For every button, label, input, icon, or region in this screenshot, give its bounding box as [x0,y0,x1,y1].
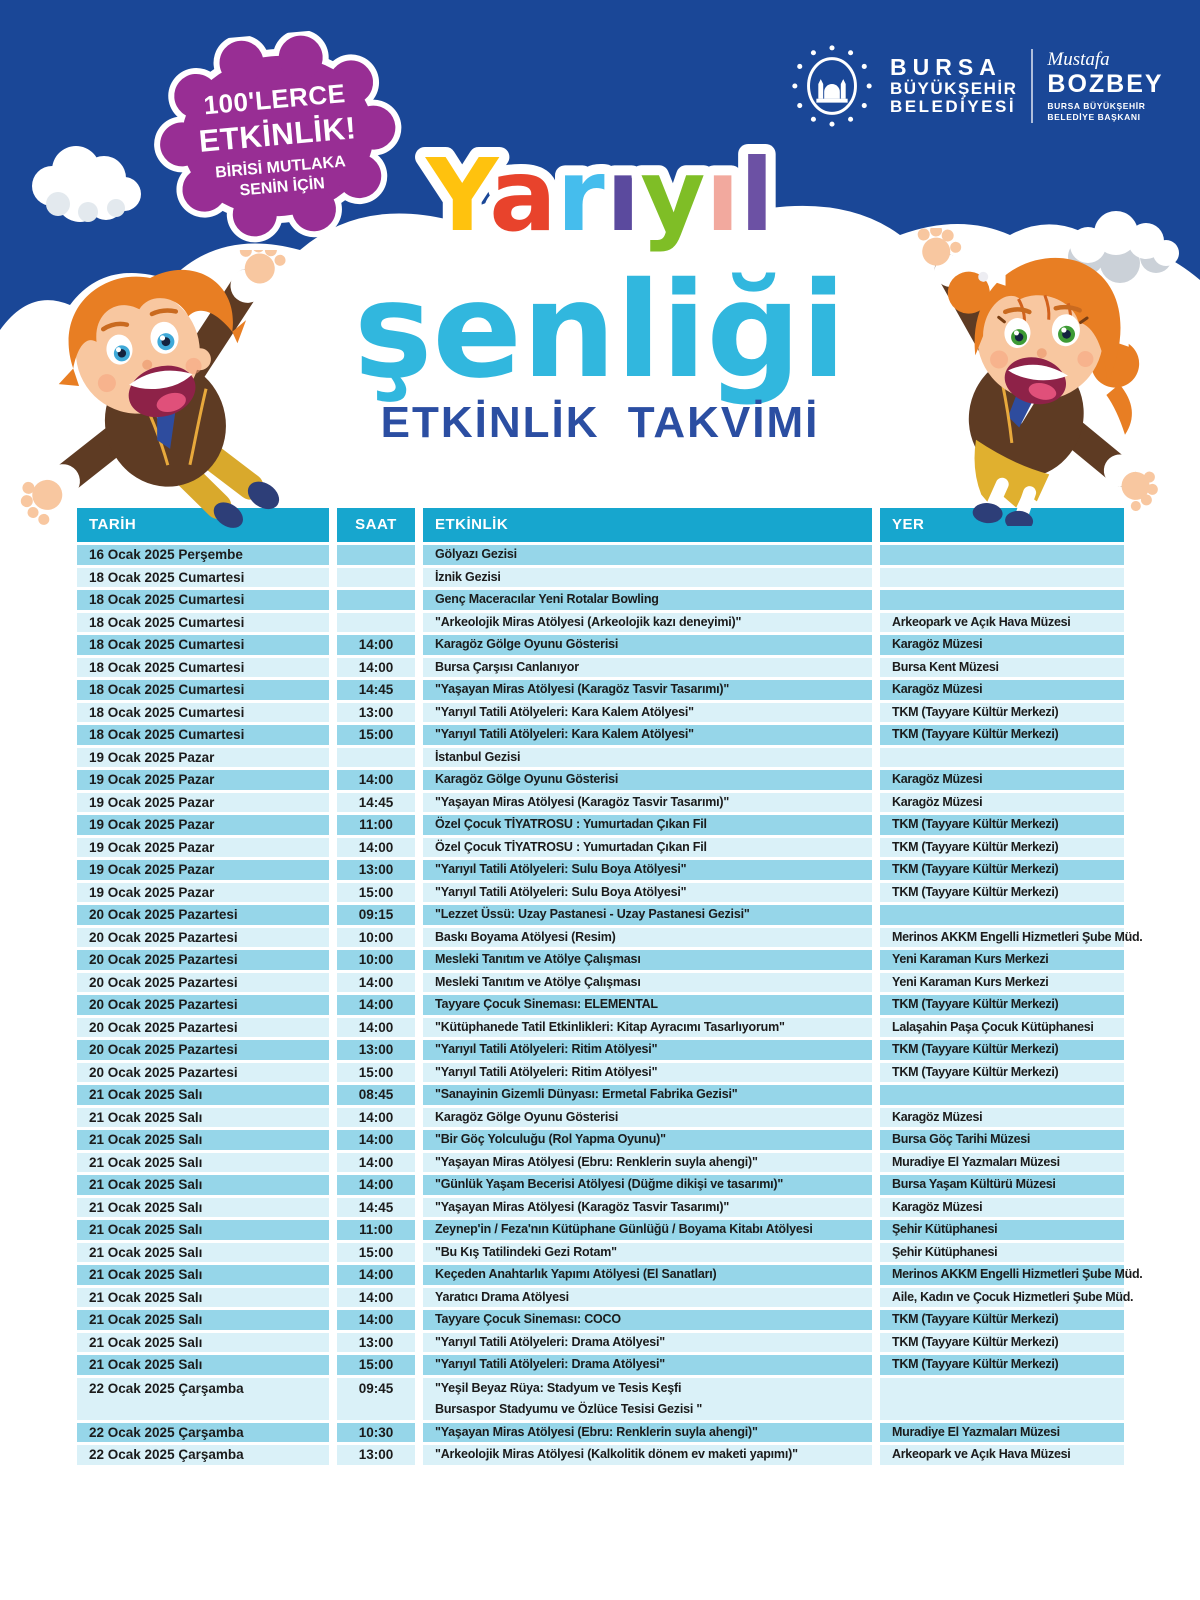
time-cell: 15:00 [337,1063,415,1083]
mayor-last-name: BOZBEY [1047,69,1164,98]
table-row [77,568,1124,588]
time-cell: 13:00 [337,860,415,880]
time-cell: 10:00 [337,928,415,948]
activity-cell: "Yarıyıl Tatili Atölyeleri: Kara Kalem Atölyesi" [423,725,872,745]
date-cell: 21 Ocak 2025 Salı [77,1085,329,1105]
table-row [77,1333,1124,1353]
time-cell: 15:00 [337,725,415,745]
table-row [77,1153,1124,1173]
date-cell: 20 Ocak 2025 Pazartesi [77,973,329,993]
place-cell: TKM (Tayyare Kültür Merkezi) [880,703,1124,723]
date-cell: 16 Ocak 2025 Perşembe [77,545,329,565]
place-cell [880,905,1124,925]
date-cell: 20 Ocak 2025 Pazartesi [77,905,329,925]
time-cell: 14:00 [337,838,415,858]
date-cell: 19 Ocak 2025 Pazar [77,770,329,790]
date-cell: 21 Ocak 2025 Salı [77,1220,329,1240]
time-cell [337,568,415,588]
date-cell: 19 Ocak 2025 Pazar [77,793,329,813]
date-cell: 21 Ocak 2025 Salı [77,1175,329,1195]
place-cell: TKM (Tayyare Kültür Merkezi) [880,725,1124,745]
table-row [77,883,1124,903]
badge-line-2: ETKİNLİK! [197,109,358,159]
events-table [77,508,1143,1465]
time-cell: 14:00 [337,1130,415,1150]
time-cell: 15:00 [337,1355,415,1375]
time-cell: 10:30 [337,1423,415,1443]
table-row [77,815,1124,835]
time-cell: 09:15 [337,905,415,925]
place-cell: TKM (Tayyare Kültür Merkezi) [880,1040,1124,1060]
activity-cell: Genç Maceracılar Yeni Rotalar Bowling [423,590,872,610]
municipality-name-line2: BÜYÜKŞEHİR [890,79,1018,99]
activity-cell: "Yaşayan Miras Atölyesi (Karagöz Tasvir Tasarımı)" [423,680,872,700]
logo-divider [1031,49,1033,123]
mayor-title-line2: BELEDİYE BAŞKANI [1047,111,1141,122]
time-cell [337,748,415,768]
place-cell: Karagöz Müzesi [880,1198,1124,1218]
activity-cell: Tayyare Çocuk Sineması: COCO [423,1310,872,1330]
date-cell: 18 Ocak 2025 Cumartesi [77,635,329,655]
activity-cell: "Bu Kış Tatilindeki Gezi Rotam" [423,1243,872,1263]
date-cell: 21 Ocak 2025 Salı [77,1130,329,1150]
mayor-first-name: Mustafa [1047,48,1110,70]
cloud-left-icon [18,138,153,233]
mayor-title-line1: BURSA BÜYÜKŞEHİR [1047,100,1146,111]
date-cell: 21 Ocak 2025 Salı [77,1310,329,1330]
activity-cell: "Günlük Yaşam Becerisi Atölyesi (Düğme dikişi ve tasarımı)" [423,1175,872,1195]
municipality-name-line1: BURSA [890,54,1002,81]
table-row [77,1085,1124,1105]
date-cell: 18 Ocak 2025 Cumartesi [77,680,329,700]
table-row [77,1198,1124,1218]
place-cell: TKM (Tayyare Kültür Merkezi) [880,815,1124,835]
date-cell: 18 Ocak 2025 Cumartesi [77,613,329,633]
activity-cell: Tayyare Çocuk Sineması: ELEMENTAL [423,995,872,1015]
time-cell: 14:00 [337,658,415,678]
activity-cell: İznik Gezisi [423,568,872,588]
place-cell: Karagöz Müzesi [880,1108,1124,1128]
activity-cell: Karagöz Gölge Oyunu Gösterisi [423,770,872,790]
table-row [77,703,1124,723]
date-cell: 21 Ocak 2025 Salı [77,1333,329,1353]
title-word2: şenliği [353,254,847,408]
table-row [77,950,1124,970]
place-cell: Aile, Kadın ve Çocuk Hizmetleri Şube Müd. [880,1288,1124,1308]
place-cell: TKM (Tayyare Kültür Merkezi) [880,1333,1124,1353]
time-cell: 11:00 [337,815,415,835]
time-cell: 15:00 [337,883,415,903]
date-cell: 21 Ocak 2025 Salı [77,1198,329,1218]
badge-line-3: BİRİSİ MUTLAKA [214,152,347,182]
place-cell: Bursa Göç Tarihi Müzesi [880,1130,1124,1150]
time-cell: 14:45 [337,1198,415,1218]
activity-cell: Baskı Boyama Atölyesi (Resim) [423,928,872,948]
time-cell: 14:00 [337,635,415,655]
place-cell: Lalaşahin Paşa Çocuk Kütüphanesi [880,1018,1124,1038]
time-cell: 14:00 [337,1018,415,1038]
time-cell: 13:00 [337,703,415,723]
time-cell [337,590,415,610]
activity-cell: Gölyazı Gezisi [423,545,872,565]
table-row [77,1445,1124,1465]
header-date: TARİH [77,508,329,542]
time-cell: 11:00 [337,1220,415,1240]
activity-cell: Keçeden Anahtarlık Yapımı Atölyesi (El Sanatları) [423,1265,872,1285]
place-cell: Muradiye El Yazmaları Müzesi [880,1153,1124,1173]
activity-cell: Mesleki Tanıtım ve Atölye Çalışması [423,973,872,993]
table-row [77,1378,1124,1420]
date-cell: 20 Ocak 2025 Pazartesi [77,1018,329,1038]
header-activity: ETKİNLİK [423,508,872,542]
activity-cell: "Bir Göç Yolculuğu (Rol Yapma Oyunu)" [423,1130,872,1150]
table-row [77,613,1124,633]
table-row [77,838,1124,858]
table-row [77,590,1124,610]
activity-cell: Özel Çocuk TİYATROSU : Yumurtadan Çıkan Fil [423,838,872,858]
activity-cell: "Yarıyıl Tatili Atölyeleri: Sulu Boya Atölyesi" [423,860,872,880]
activity-cell: "Yarıyıl Tatili Atölyeleri: Ritim Atölyesi" [423,1063,872,1083]
activity-cell: "Yarıyıl Tatili Atölyeleri: Drama Atölyesi" [423,1333,872,1353]
date-cell: 21 Ocak 2025 Salı [77,1153,329,1173]
date-cell: 18 Ocak 2025 Cumartesi [77,568,329,588]
table-row [77,1265,1143,1285]
activity-cell: "Arkeolojik Miras Atölyesi (Kalkolitik dönem ev maketi yapımı)" [423,1445,872,1465]
header-time: SAAT [337,508,415,542]
place-cell: Bursa Kent Müzesi [880,658,1124,678]
activity-cell: Karagöz Gölge Oyunu Gösterisi [423,1108,872,1128]
date-cell: 19 Ocak 2025 Pazar [77,838,329,858]
date-cell: 18 Ocak 2025 Cumartesi [77,658,329,678]
date-cell: 19 Ocak 2025 Pazar [77,748,329,768]
activity-cell: Yaratıcı Drama Atölyesi [423,1288,872,1308]
place-cell: TKM (Tayyare Kültür Merkezi) [880,860,1124,880]
table-row [77,1310,1124,1330]
date-cell: 20 Ocak 2025 Pazartesi [77,1063,329,1083]
activity-cell: "Yarıyıl Tatili Atölyeleri: Kara Kalem Atölyesi" [423,703,872,723]
calendar-subtitle: ETKİNLİK TAKVİMİ [380,398,820,447]
table-row [77,725,1124,745]
place-cell: Yeni Karaman Kurs Merkezi [880,973,1124,993]
table-row [77,1423,1124,1443]
badge-line-1: 100'LERCE [202,77,347,120]
date-cell: 18 Ocak 2025 Cumartesi [77,703,329,723]
place-cell: Bursa Yaşam Kültürü Müzesi [880,1175,1124,1195]
date-cell: 22 Ocak 2025 Çarşamba [77,1423,329,1443]
table-row [77,793,1124,813]
place-cell: Karagöz Müzesi [880,635,1124,655]
date-cell: 19 Ocak 2025 Pazar [77,883,329,903]
activity-cell: "Yaşayan Miras Atölyesi (Karagöz Tasvir Tasarımı)" [423,793,872,813]
time-cell: 14:00 [337,1175,415,1195]
table-row [77,770,1124,790]
date-cell: 20 Ocak 2025 Pazartesi [77,950,329,970]
activity-cell: "Yaşayan Miras Atölyesi (Karagöz Tasvir Tasarımı)" [423,1198,872,1218]
table-row [77,748,1124,768]
table-row [77,905,1124,925]
time-cell [337,545,415,565]
time-cell: 08:45 [337,1085,415,1105]
place-cell [880,590,1124,610]
time-cell: 13:00 [337,1040,415,1060]
activity-cell: "Yeşil Beyaz Rüya: Stadyum ve Tesis Keşfi Bursaspor Stadyumu ve Özlüce Tesisi Gezisi " [423,1378,872,1420]
table-row [77,1130,1124,1150]
table-row [77,1175,1124,1195]
activity-cell: "Yarıyıl Tatili Atölyeleri: Drama Atölyesi" [423,1355,872,1375]
time-cell: 14:00 [337,1265,415,1285]
place-cell: Şehir Kütüphanesi [880,1220,1124,1240]
activity-cell: "Yarıyıl Tatili Atölyeleri: Ritim Atölyesi" [423,1040,872,1060]
table-row [77,1040,1124,1060]
date-cell: 19 Ocak 2025 Pazar [77,815,329,835]
date-cell: 22 Ocak 2025 Çarşamba [77,1445,329,1465]
activity-cell: "Yaşayan Miras Atölyesi (Ebru: Renklerin suyla ahengi)" [423,1423,872,1443]
place-cell [880,748,1124,768]
date-cell: 20 Ocak 2025 Pazartesi [77,928,329,948]
place-cell: TKM (Tayyare Kültür Merkezi) [880,883,1124,903]
time-cell: 09:45 [337,1378,415,1420]
bursa-emblem-icon [788,42,876,130]
place-cell: TKM (Tayyare Kültür Merkezi) [880,995,1124,1015]
time-cell: 14:00 [337,1288,415,1308]
place-cell: Merinos AKKM Engelli Hizmetleri Şube Müd. [880,928,1124,948]
activity-cell: "Arkeolojik Miras Atölyesi (Arkeolojik kazı deneyimi)" [423,613,872,633]
table-row [77,1063,1124,1083]
date-cell: 18 Ocak 2025 Cumartesi [77,590,329,610]
place-cell: TKM (Tayyare Kültür Merkezi) [880,1063,1124,1083]
table-row [77,1243,1124,1263]
place-cell [880,1085,1124,1105]
table-row [77,1018,1124,1038]
place-cell: Arkeopark ve Açık Hava Müzesi [880,613,1124,633]
time-cell: 10:00 [337,950,415,970]
place-cell: Muradiye El Yazmaları Müzesi [880,1423,1124,1443]
time-cell: 14:00 [337,973,415,993]
date-cell: 20 Ocak 2025 Pazartesi [77,1040,329,1060]
municipality-logo [788,42,1164,130]
table-row [77,635,1124,655]
activity-cell: Zeynep'in / Feza'nın Kütüphane Günlüğü / Boyama Kitabı Atölyesi [423,1220,872,1240]
time-cell: 14:00 [337,995,415,1015]
time-cell: 14:00 [337,770,415,790]
activity-cell: "Lezzet Üssü: Uzay Pastanesi - Uzay Pastanesi Gezisi" [423,905,872,925]
place-cell: Yeni Karaman Kurs Merkezi [880,950,1124,970]
place-cell [880,545,1124,565]
activity-cell: Mesleki Tanıtım ve Atölye Çalışması [423,950,872,970]
time-cell: 14:00 [337,1310,415,1330]
date-cell: 21 Ocak 2025 Salı [77,1265,329,1285]
mayor-signature [1047,50,1163,122]
time-cell: 14:45 [337,680,415,700]
table-row [77,680,1124,700]
header-place: YER [880,508,1124,542]
place-cell [880,1378,1124,1420]
activity-cell: Özel Çocuk TİYATROSU : Yumurtadan Çıkan Fil [423,815,872,835]
table-row [77,860,1124,880]
place-cell: Karagöz Müzesi [880,770,1124,790]
place-cell: Arkeopark ve Açık Hava Müzesi [880,1445,1124,1465]
municipality-name [890,55,1017,117]
activity-cell: "Sanayinin Gizemli Dünyası: Ermetal Fabrika Gezisi" [423,1085,872,1105]
table-row [77,973,1124,993]
place-cell: Karagöz Müzesi [880,793,1124,813]
time-cell [337,613,415,633]
table-row [77,1288,1134,1308]
time-cell: 15:00 [337,1243,415,1263]
time-cell: 14:45 [337,793,415,813]
title-word1: Yarıyıl [425,137,775,254]
date-cell: 20 Ocak 2025 Pazartesi [77,995,329,1015]
activity-cell: Karagöz Gölge Oyunu Gösterisi [423,635,872,655]
festival-title [270,128,930,423]
place-cell: Merinos AKKM Engelli Hizmetleri Şube Müd. [880,1265,1124,1285]
time-cell: 13:00 [337,1333,415,1353]
place-cell: Karagöz Müzesi [880,680,1124,700]
date-cell: 22 Ocak 2025 Çarşamba [77,1378,329,1420]
date-cell: 19 Ocak 2025 Pazar [77,860,329,880]
hero-banner [0,0,1200,470]
place-cell: Şehir Kütüphanesi [880,1243,1124,1263]
table-row [77,545,1124,565]
badge-line-4: SENİN İÇİN [238,174,326,200]
place-cell: TKM (Tayyare Kültür Merkezi) [880,1310,1124,1330]
activity-cell: İstanbul Gezisi [423,748,872,768]
time-cell: 14:00 [337,1153,415,1173]
time-cell: 13:00 [337,1445,415,1465]
municipality-name-line3: BELEDİYESİ [890,97,1017,117]
activity-cell: "Kütüphanede Tatil Etkinlikleri: Kitap Ayracımı Tasarlıyorum" [423,1018,872,1038]
place-cell: TKM (Tayyare Kültür Merkezi) [880,838,1124,858]
time-cell: 14:00 [337,1108,415,1128]
table-row [77,1108,1124,1128]
activity-cell: Bursa Çarşısı Canlanıyor [423,658,872,678]
activity-cell: "Yarıyıl Tatili Atölyeleri: Sulu Boya Atölyesi" [423,883,872,903]
table-body [77,545,1143,1465]
table-row [77,1355,1124,1375]
table-row [77,658,1124,678]
date-cell: 21 Ocak 2025 Salı [77,1355,329,1375]
mayor-title [1047,101,1163,122]
date-cell: 21 Ocak 2025 Salı [77,1288,329,1308]
place-cell [880,568,1124,588]
table-row [77,1220,1124,1240]
place-cell: TKM (Tayyare Kültür Merkezi) [880,1355,1124,1375]
table-row [77,928,1143,948]
activity-cell: "Yaşayan Miras Atölyesi (Ebru: Renklerin suyla ahengi)" [423,1153,872,1173]
table-row [77,995,1124,1015]
date-cell: 21 Ocak 2025 Salı [77,1243,329,1263]
date-cell: 18 Ocak 2025 Cumartesi [77,725,329,745]
date-cell: 21 Ocak 2025 Salı [77,1108,329,1128]
